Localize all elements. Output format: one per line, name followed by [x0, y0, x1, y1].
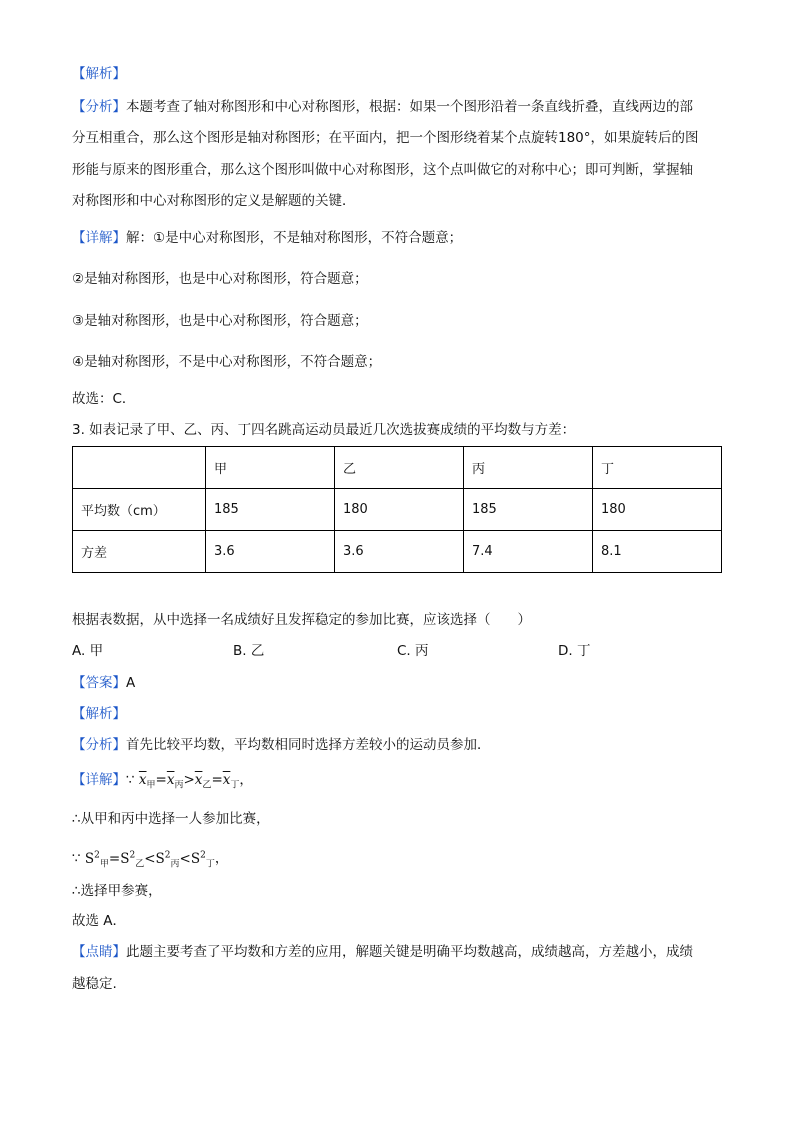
table-cell: 3.6 — [206, 531, 335, 573]
table-cell: 180 — [593, 489, 722, 531]
variance-formula: $S^2_甲=S^2_乙<S^2_丙<S^2_丁$ — [84, 850, 215, 870]
answer-tag: 【答案】 — [72, 675, 126, 691]
table-row — [73, 531, 722, 573]
detail-tag-q3: 【详解】 — [72, 772, 126, 788]
fenxi-line-4: 对称图形和中心对称图形的定义是解题的关键． — [72, 193, 356, 209]
table-cell: 3.6 — [335, 531, 464, 573]
table-cell: 185 — [464, 489, 593, 531]
detail-line-1: 【详解】解：①是中心对称图形，不是轴对称图形，不符合题意； — [72, 230, 463, 246]
choose-line: 故选 A． — [72, 913, 127, 929]
option-b[interactable]: B. 乙 — [233, 643, 265, 659]
option-d[interactable]: D. 丁 — [558, 643, 591, 659]
answer-options — [72, 641, 732, 661]
table-header-cell: 甲 — [206, 447, 335, 489]
dianjing-line-2: 越稳定. — [72, 976, 117, 992]
fenxi-tag-q3: 【分析】 — [72, 737, 126, 753]
detail-tag: 【详解】 — [72, 230, 126, 246]
table-header-cell: 丙 — [464, 447, 593, 489]
table-cell: 185 — [206, 489, 335, 531]
analysis-heading-2: 【解析】 — [72, 706, 126, 722]
detail-line-3: ③是轴对称图形，也是中心对称图形，符合题意； — [72, 313, 368, 329]
mean-comparison-line: 【详解】∵ $\overline{x}_甲=\overline{x}_丙>\overline{x}_乙=\overline{x}_丁$， — [72, 772, 253, 791]
fenxi-tag: 【分析】 — [72, 99, 126, 115]
score-table — [72, 446, 722, 573]
answer-value: A — [126, 675, 136, 691]
fenxi-line-q3: 【分析】首先比较平均数，平均数相同时选择方差较小的运动员参加． — [72, 737, 491, 753]
fenxi-line-1: 【分析】本题考查了轴对称图形和中心对称图形，根据：如果一个图形沿着一条直线折叠，直线两边的部 — [72, 99, 693, 115]
variance-comparison-line: ∵ $S^2_甲=S^2_乙<S^2_丙<S^2_丁$， — [72, 850, 229, 870]
table-header-cell — [73, 447, 206, 489]
detail-line-4: ④是轴对称图形，不是中心对称图形，不符合题意； — [72, 354, 382, 370]
analysis-heading: 【解析】 — [72, 66, 126, 82]
dianjing-line-1: 【点睛】此题主要考查了平均数和方差的应用，解题关键是明确平均数越高，成绩越高，方差越小，成绩 — [72, 944, 693, 960]
table-cell: 180 — [335, 489, 464, 531]
detail-line-2: ②是轴对称图形，也是中心对称图形，符合题意； — [72, 271, 368, 287]
table-cell: 8.1 — [593, 531, 722, 573]
option-c[interactable]: C. 丙 — [397, 643, 429, 659]
option-a[interactable]: A. 甲 — [72, 643, 104, 659]
table-cell: 平均数（cm） — [73, 489, 206, 531]
table-header-row — [73, 447, 722, 489]
table-cell: 7.4 — [464, 531, 593, 573]
mean-formula: $\overline{x}_甲=\overline{x}_丙>\overline{x}_乙=\overline{x}_丁$ — [138, 772, 240, 791]
table-row — [73, 489, 722, 531]
therefore-line-1: ∴从甲和丙中选择一人参加比赛， — [72, 811, 270, 827]
answer-line — [72, 673, 135, 693]
fenxi-line-2: 分互相重合，那么这个图形是轴对称图形；在平面内，把一个图形绕着某个点旋转180°，如果旋转后的图 — [72, 130, 699, 146]
table-header-cell: 乙 — [335, 447, 464, 489]
fenxi-line-3: 形能与原来的图形重合，那么这个图形叫做中心对称图形，这个点叫做它的对称中心；即可判断，掌握轴 — [72, 162, 693, 178]
question-stem: 3. 如表记录了甲、乙、丙、丁四名跳高运动员最近几次选拔赛成绩的平均数与方差： — [72, 422, 576, 438]
detail-line-5: 故选：C． — [72, 391, 136, 407]
table-cell: 方差 — [73, 531, 206, 573]
therefore-line-2: ∴选择甲参赛， — [72, 883, 162, 899]
table-header-cell: 丁 — [593, 447, 722, 489]
question-prompt: 根据表数据，从中选择一名成绩好且发挥稳定的参加比赛，应该选择（ ） — [72, 612, 531, 628]
dianjing-tag: 【点睛】 — [72, 944, 126, 960]
